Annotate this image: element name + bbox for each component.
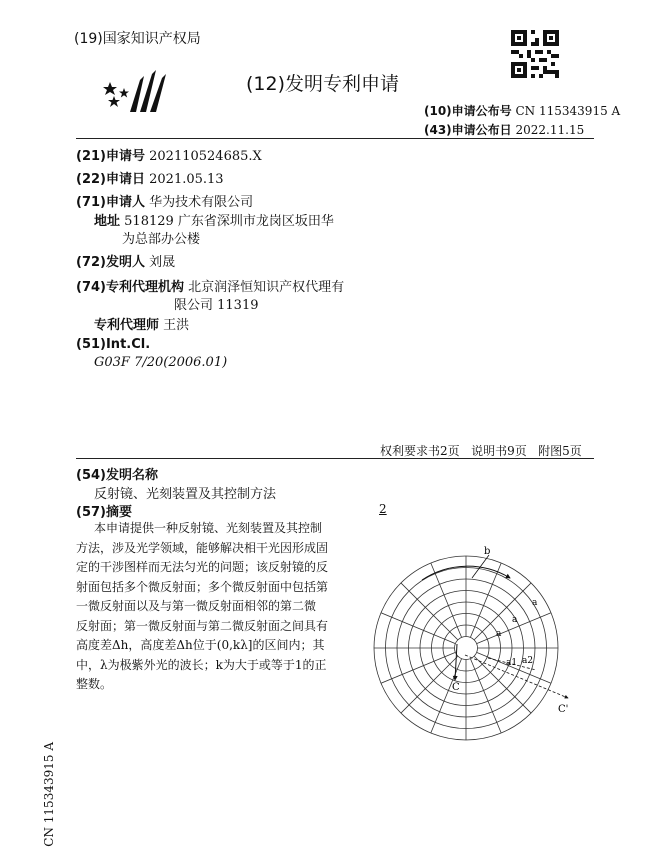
pages-info: 权利要求书2页 说明书9页 附图5页 xyxy=(380,444,582,458)
cnipa-logo-icon xyxy=(100,62,170,114)
figure-ref: 2 xyxy=(379,502,387,516)
label-c-prime: C' xyxy=(558,704,569,715)
applicant-label: (71)申请人 xyxy=(76,195,145,210)
pub-date-label: (43)申请公布日 xyxy=(424,123,512,137)
agency-label: (74)专利代理机构 xyxy=(76,280,184,295)
abstract-label: (57)摘要 xyxy=(76,505,132,520)
reflector-spoke xyxy=(381,652,455,683)
app-date: 2021.05.13 xyxy=(149,172,224,187)
reflector-spoke xyxy=(474,583,531,640)
agent-label: 专利代理师 xyxy=(94,318,160,333)
app-date-label: (22)申请日 xyxy=(76,172,145,187)
abstract-line: 方法，涉及光学领域，能够解决相干光因形成固 xyxy=(76,540,329,555)
agency-line1: 北京润泽恒知识产权代理有 xyxy=(188,280,345,295)
reflector-ring xyxy=(455,637,478,660)
ipc-code: G03F 7/20(2006.01) xyxy=(94,355,228,370)
pub-no-label: (10)申请公布号 xyxy=(424,104,512,118)
inventor-label: (72)发明人 xyxy=(76,255,145,270)
label-a2: a2 xyxy=(522,656,534,666)
address-line1: 518129 广东省深圳市龙岗区坂田华 xyxy=(124,214,334,229)
reflector-spoke xyxy=(470,659,501,733)
label-b: b xyxy=(484,546,491,557)
address-label: 地址 xyxy=(94,214,121,229)
applicant: 华为技术有限公司 xyxy=(149,195,254,210)
reflector-spoke xyxy=(431,563,462,637)
abstract-line: 射面包括多个微反射面；多个微反射面中包括第 xyxy=(76,579,329,594)
reflector-figure xyxy=(360,540,600,765)
address-line2: 为总部办公楼 xyxy=(122,232,201,247)
header-divider xyxy=(76,138,594,139)
label-a1: a1 xyxy=(506,658,518,668)
inventor: 刘晟 xyxy=(149,255,176,270)
label-a: a xyxy=(512,615,518,625)
reflector-spoke xyxy=(431,659,462,733)
title-label: (54)发明名称 xyxy=(76,468,158,483)
abstract-line: 整数。 xyxy=(76,677,113,691)
authority: (19)国家知识产权局 xyxy=(74,31,201,47)
label-a: a xyxy=(532,598,538,608)
side-publication-number: CN 115343915 A xyxy=(42,742,56,847)
abstract-line: 一微反射面以及与第一微反射面相邻的第二微 xyxy=(76,599,317,613)
abstract-line: 反射面；第一微反射面与第二微反射面之间具有 xyxy=(76,618,329,633)
agent: 王洪 xyxy=(163,318,190,333)
pub-date: 2022.11.15 xyxy=(515,123,585,137)
qr-code-icon xyxy=(511,30,559,78)
abstract-line: 定的干涉图样而无法匀光的问题；该反射镜的反 xyxy=(76,560,329,574)
reflector-spoke xyxy=(401,656,458,713)
label-c: C xyxy=(452,682,460,693)
app-no-label: (21)申请号 xyxy=(76,149,145,164)
reflector-spoke xyxy=(381,613,455,644)
abstract-line: 高度差Δh，高度差Δh位于(0,kλ]的区间内；其 xyxy=(76,638,325,652)
middle-divider xyxy=(76,458,594,459)
abstract-text xyxy=(76,519,356,695)
abstract-line: 本申请提供一种反射镜、光刻装置及其控制 xyxy=(94,521,323,535)
reflector-spoke xyxy=(401,583,458,640)
abstract-line: 中，λ为极紫外光的波长；k为大于或等于1的正 xyxy=(76,657,327,672)
ipc-label: (51)Int.Cl. xyxy=(76,337,151,352)
document-type: (12)发明专利申请 xyxy=(246,73,400,95)
invention-title: 反射镜、光刻装置及其控制方法 xyxy=(94,487,277,502)
pub-no: CN 115343915 A xyxy=(515,104,621,118)
app-no: 202110524685.X xyxy=(149,149,262,164)
label-a: a xyxy=(496,629,502,639)
agency-line2: 限公司 11319 xyxy=(174,298,259,313)
